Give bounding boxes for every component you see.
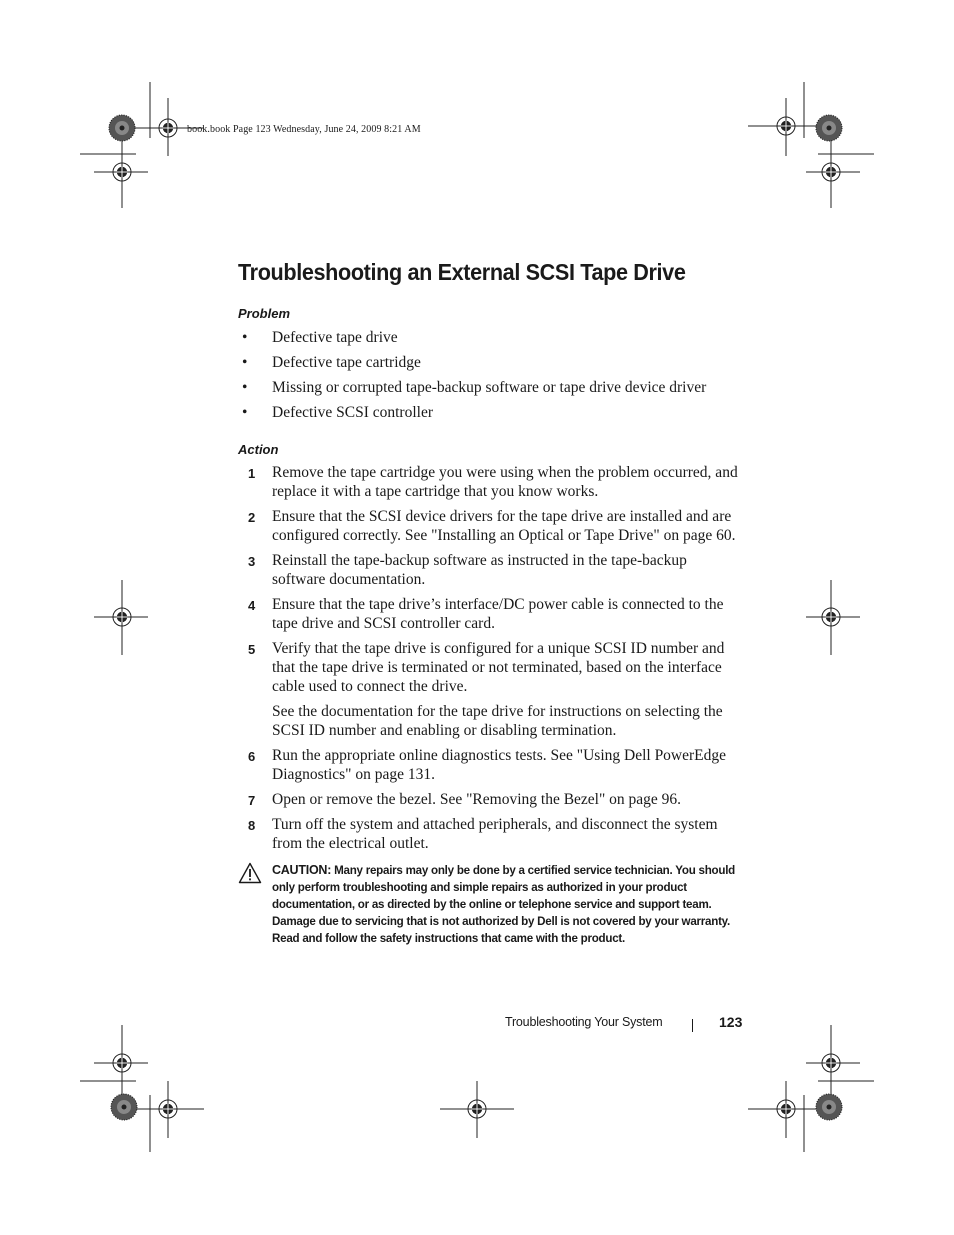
- action-heading: Action: [238, 442, 279, 457]
- bullet-icon: •: [242, 379, 248, 396]
- step-text: Turn off the system and attached peripherals, and disconnect the system from the electrical outlet.: [272, 816, 718, 852]
- print-slug: book.book Page 123 Wednesday, June 24, 2009 8:21 AM: [187, 124, 421, 135]
- step-number: 5: [248, 642, 256, 657]
- color-bar-icon: [816, 1094, 842, 1120]
- problem-heading: Problem: [238, 306, 291, 321]
- page-title: Troubleshooting an External SCSI Tape Drive: [238, 259, 686, 285]
- step-text: Open or remove the bezel. See "Removing the Bezel" on page 96.: [272, 791, 682, 808]
- action-steps: [238, 463, 738, 859]
- warning-triangle-icon: [238, 862, 262, 884]
- list-item: • Missing or corrupted tape-backup software or tape drive device driver: [242, 379, 707, 396]
- list-item: • Defective tape cartridge: [242, 354, 421, 371]
- list-item: • Defective tape drive: [242, 329, 398, 346]
- page-number: 123: [719, 1014, 743, 1030]
- step-number: 8: [248, 818, 256, 833]
- step-item: [238, 639, 738, 740]
- step-item: [238, 463, 738, 501]
- step-text: Ensure that the SCSI device drivers for the tape drive are installed and are configured correctly. See "Installing an Optical or Tape Drive" on page 60.: [272, 508, 736, 544]
- bullet-icon: •: [242, 404, 248, 421]
- step-number: 1: [248, 466, 256, 481]
- caution-label: CAUTION:: [272, 863, 332, 877]
- step-note: See the documentation for the tape drive for instructions on selecting the SCSI ID number and enabling or disabling termination.: [272, 703, 723, 739]
- step-item: [238, 551, 738, 589]
- step-item: [238, 815, 738, 853]
- step-text: Remove the tape cartridge you were using when the problem occurred, and replace it with a tape cartridge that you know works.: [272, 464, 738, 500]
- step-number: 7: [248, 793, 256, 808]
- problem-list: [238, 328, 738, 428]
- color-bar-icon: [816, 115, 842, 141]
- step-item: [238, 595, 738, 633]
- step-item: [238, 507, 738, 545]
- color-bar-icon: [111, 1094, 137, 1120]
- color-bar-icon: [109, 115, 135, 141]
- footer-section-title: Troubleshooting Your System: [505, 1015, 663, 1029]
- step-text: Ensure that the tape drive’s interface/DC power cable is connected to the tape drive and SCSI controller card.: [272, 596, 724, 632]
- bullet-icon: •: [242, 329, 248, 346]
- step-text: Run the appropriate online diagnostics tests. See "Using Dell PowerEdge Diagnostics" on page 131.: [272, 747, 727, 783]
- step-number: 3: [248, 554, 256, 569]
- step-number: 4: [248, 598, 256, 613]
- step-number: 2: [248, 510, 256, 525]
- caution-text: Many repairs may only be done by a certified service technician. You should only perform troubleshooting and simple repairs as authorized in your product documentation, or as directed by the online or telephone service and support team. Damage due to servicing that is not authorized by Dell is not covered by your warranty. Read and follow the safety instructions that came with the product.: [272, 864, 735, 945]
- step-item: [238, 790, 738, 809]
- caution-notice: [238, 862, 738, 947]
- step-text: Reinstall the tape-backup software as instructed in the tape-backup software documentation.: [272, 552, 687, 588]
- step-number: 6: [248, 749, 256, 764]
- step-item: [238, 746, 738, 784]
- bullet-icon: •: [242, 354, 248, 371]
- step-text: Verify that the tape drive is configured for a unique SCSI ID number and that the tape drive is terminated or not terminated, based on the interface cable used to connect the drive.: [272, 640, 725, 695]
- list-item: • Defective SCSI controller: [242, 404, 433, 421]
- footer-divider: [692, 1019, 693, 1032]
